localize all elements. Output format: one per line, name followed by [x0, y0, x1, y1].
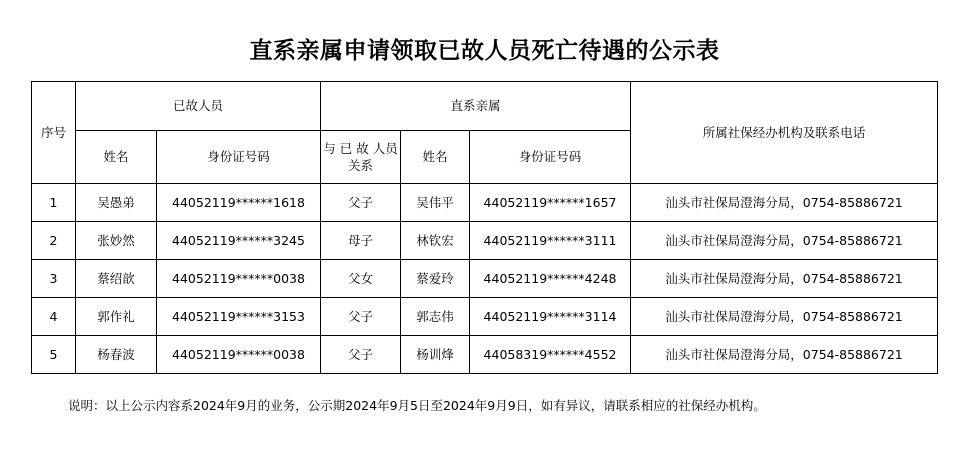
cell-deceased-name: 郭作礼	[76, 298, 157, 336]
cell-seq: 3	[32, 260, 76, 298]
cell-relative-id: 44052119******3111	[470, 222, 631, 260]
header-deceased-name: 姓名	[76, 131, 157, 184]
cell-deceased-id: 44052119******0038	[157, 336, 321, 374]
cell-agency: 汕头市社保局澄海分局，0754-85886721	[631, 222, 938, 260]
header-relation: 与 已 故 人员关系	[321, 131, 401, 184]
cell-relation: 母子	[321, 222, 401, 260]
table-row	[32, 260, 938, 298]
cell-seq: 5	[32, 336, 76, 374]
header-relative-id: 身份证号码	[470, 131, 631, 184]
cell-relative-id: 44052119******4248	[470, 260, 631, 298]
cell-relative-id: 44058319******4552	[470, 336, 631, 374]
cell-deceased-name: 蔡绍歆	[76, 260, 157, 298]
cell-agency: 汕头市社保局澄海分局，0754-85886721	[631, 298, 938, 336]
cell-relative-name: 郭志伟	[401, 298, 470, 336]
table-row	[32, 298, 938, 336]
cell-relative-name: 杨训烽	[401, 336, 470, 374]
page-title: 直系亲属申请领取已故人员死亡待遇的公示表	[249, 37, 720, 64]
cell-relative-id: 44052119******1657	[470, 184, 631, 222]
table-row	[32, 222, 938, 260]
cell-seq: 1	[32, 184, 76, 222]
cell-relation: 父子	[321, 336, 401, 374]
header-agency-contact: 所属社保经办机构及联系电话	[631, 82, 938, 184]
table-row	[32, 184, 938, 222]
table-row	[32, 336, 938, 374]
cell-relative-name: 蔡爱玲	[401, 260, 470, 298]
cell-deceased-id: 44052119******1618	[157, 184, 321, 222]
cell-relation: 父子	[321, 298, 401, 336]
cell-deceased-id: 44052119******3245	[157, 222, 321, 260]
cell-relation: 父女	[321, 260, 401, 298]
cell-relative-id: 44052119******3114	[470, 298, 631, 336]
header-relative-name: 姓名	[401, 131, 470, 184]
cell-relation: 父子	[321, 184, 401, 222]
cell-deceased-name: 张妙然	[76, 222, 157, 260]
notice-table	[31, 81, 938, 374]
cell-deceased-id: 44052119******0038	[157, 260, 321, 298]
cell-deceased-id: 44052119******3153	[157, 298, 321, 336]
cell-seq: 4	[32, 298, 76, 336]
cell-seq: 2	[32, 222, 76, 260]
header-deceased-id: 身份证号码	[157, 131, 321, 184]
cell-relative-name: 吴伟平	[401, 184, 470, 222]
cell-deceased-name: 杨春波	[76, 336, 157, 374]
cell-agency: 汕头市社保局澄海分局，0754-85886721	[631, 336, 938, 374]
header-seq: 序号	[32, 82, 76, 184]
cell-relative-name: 林钦宏	[401, 222, 470, 260]
cell-agency: 汕头市社保局澄海分局，0754-85886721	[631, 260, 938, 298]
cell-deceased-name: 吴愚弟	[76, 184, 157, 222]
header-deceased-group: 已故人员	[76, 82, 321, 131]
footnote: 说明：以上公示内容系2024年9月的业务，公示期2024年9月5日至2024年9月9日，如有异议，请联系相应的社保经办机构。	[68, 398, 766, 413]
header-row-group	[32, 82, 938, 131]
header-relatives-group: 直系亲属	[321, 82, 631, 131]
cell-agency: 汕头市社保局澄海分局，0754-85886721	[631, 184, 938, 222]
